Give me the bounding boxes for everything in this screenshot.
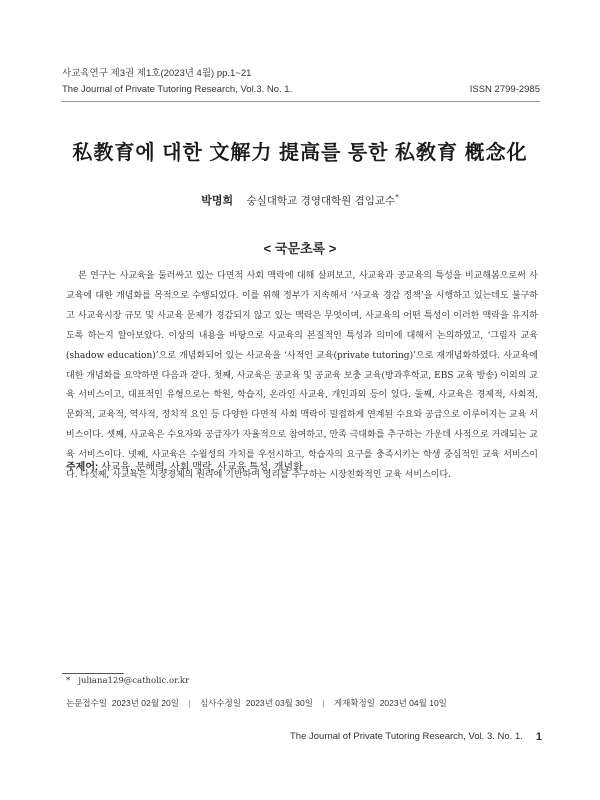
date-separator: | <box>322 698 325 708</box>
footer-journal: The Journal of Private Tutoring Research, Vol. 3. No. 1. <box>290 731 523 742</box>
footnote-mark: * <box>66 676 71 686</box>
page-number: 1 <box>535 731 542 743</box>
author-line <box>40 192 560 208</box>
revised-date: 2023년 03월 30일 <box>245 698 313 708</box>
keywords-text: 사교육, 문해력, 사회 맥락, 사교육 특성, 개념화 <box>101 462 303 473</box>
footnote-rule <box>62 673 124 674</box>
abstract-heading: < 국문초록 > <box>263 241 337 256</box>
keywords-label: 주제어: <box>66 462 99 473</box>
running-header <box>62 66 540 98</box>
footnote <box>66 676 189 686</box>
keywords <box>66 458 538 473</box>
accepted-date: 2023년 04월 10일 <box>379 698 447 708</box>
journal-name-en: The Journal of Private Tutoring Research, Vol.3. No. 1. <box>62 84 293 95</box>
author-email: juliana129@catholic.or.kr <box>78 676 190 686</box>
paper-title: 私教育에 대한 文解力 提高를 통한 私敎育 槪念化 <box>72 142 528 164</box>
date-separator: | <box>188 698 191 708</box>
received-label: 논문접수일 <box>66 698 108 708</box>
header-row <box>62 82 540 98</box>
revised-label: 심사수정일 <box>199 698 242 708</box>
author-footnote-mark: * <box>395 193 399 202</box>
journal-issue-ko: 사교육연구 제3권 제1호(2023년 4월) pp.1~21 <box>62 68 252 79</box>
author-name: 박명희 <box>201 195 234 207</box>
abstract-body: 본 연구는 사교육을 둘러싸고 있는 다면적 사회 맥락에 대해 살펴보고, 사교육과 공교육의 특성을 비교해봄으로써 사교육에 대한 개념화를 목적으로 수행되었다. 이를 위해 정부가 지속해서 ‘사교육 경감 정책’을 시행하고 있는데도 불구하고 사교육시장 규모 및 사교육 문제가 경감되지 않고 있는 맥락은 무엇이며, 사교육의 어떤 특성이 이러한 맥락을 유지하도록 하는지 알아보았다. 이상의 내용을 바탕으로 사교육의 본질적인 특성과 의미에 대해서 논의하였고, ‘그림자 교육(shadow education)’으로 개념화되어 있는 사교육을 ‘사적인 교육(private tutoring)’으로 재개념화하였다. 사교육에 대한 개념화를 요약하면 다음과 같다. 첫째, 사교육은 공교육 및 공교육 보충 교육(방과후학교, EBS 교육 방송) 이외의 교육 서비스이고, 대표적인 유형으로는 학원, 학습지, 온라인 사교육, 개인과외 등이 있다. 둘째, 사교육은 경제적, 사회적, 문화적, 교육적, 역사적, 정치적 요인 등 다양한 다면적 사회 맥락이 밀접하게 연계된 수요와 공급으로 이루어지는 교육 서비스이다. 셋째, 사교육은 수요자와 공급자가 자율적으로 참여하고, 만족 극대화를 추구하는 가운데 사적으로 거래되는 교육 서비스이다. 넷째, 사교육은 수월성의 가치를 우선시하고, 학습자의 요구를 충족시키는 학생 중심적인 교육 서비스이다. 다섯째, 사교육은 시장경제의 원리에 기반하여 영리를 추구하는 시장친화적인 교육 서비스이다. <box>66 271 538 481</box>
issn: ISSN 2799-2985 <box>469 84 540 95</box>
received-date: 2023년 02월 20일 <box>111 698 179 708</box>
accepted-label: 게재확정일 <box>333 698 375 708</box>
author-affiliation: 숭실대학교 경영대학원 겸임교수 <box>246 195 396 207</box>
running-footer <box>290 731 542 743</box>
submission-dates <box>66 697 447 709</box>
header-rule <box>62 101 540 102</box>
